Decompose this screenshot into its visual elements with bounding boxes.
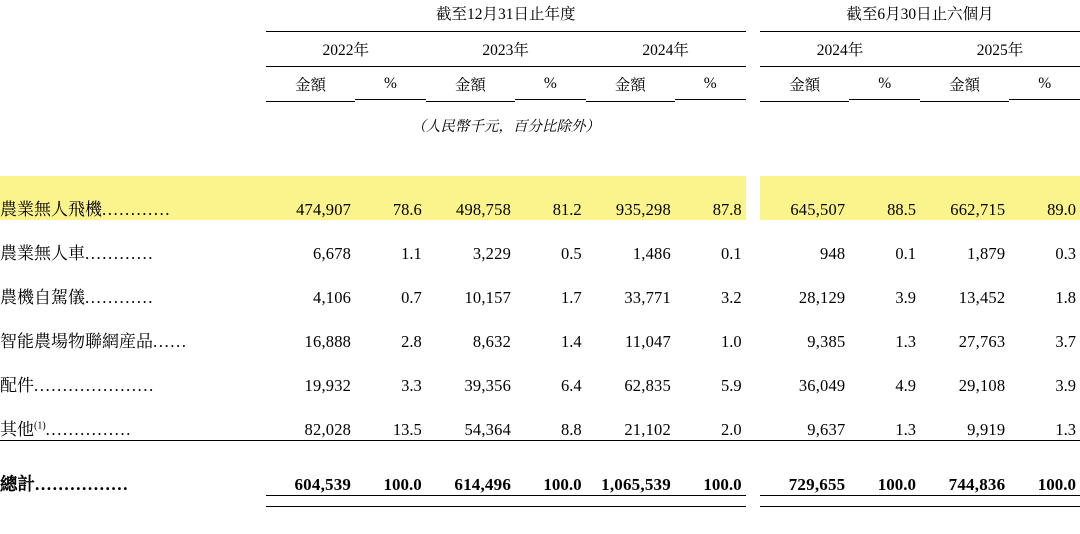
header-percent-2022: % (355, 70, 426, 104)
rule-right (760, 496, 1080, 507)
header-percent-2024: % (675, 70, 746, 104)
row-cell: 0.1 (895, 244, 916, 263)
row-gap (746, 220, 761, 264)
row-cell: 62,835 (624, 376, 671, 395)
header-gap-2 (746, 34, 761, 70)
header-amount-2024: 金額 (586, 70, 675, 104)
header-year-2022: 2022年 (266, 34, 426, 70)
rule-gap (746, 496, 761, 507)
row-cell: 4,106 (313, 288, 352, 307)
header-amount-2022: 金額 (266, 70, 355, 104)
header-spacer-2 (0, 34, 266, 70)
row-cell: 645,507 (760, 176, 849, 220)
row-cell: 0.3 (1055, 244, 1076, 263)
total-cell: 604,539 (266, 441, 355, 496)
table-total-row (0, 441, 1080, 496)
bottom-double-rule (0, 496, 1080, 507)
row-cell: 33,771 (624, 288, 671, 307)
header-gap-3 (746, 70, 761, 104)
row-label: 農業無人車............ (0, 244, 154, 264)
spacer-cell (0, 146, 1080, 176)
row-cell: 1.3 (1055, 420, 1076, 439)
header-group-row (0, 0, 1080, 34)
row-cell: 474,907 (266, 176, 355, 220)
row-label: 智能農場物聯網産品...... (0, 332, 188, 352)
row-cell: 3.9 (895, 288, 916, 307)
row-cell: 2.8 (401, 332, 422, 351)
header-percent-2025h: % (1009, 70, 1080, 104)
row-cell: 1.1 (401, 244, 422, 263)
total-cell: 100.0 (355, 441, 426, 496)
row-cell: 82,028 (304, 420, 352, 439)
row-cell: 13.5 (392, 420, 422, 439)
row-cell: 28,129 (798, 288, 846, 307)
row-cell: 87.8 (675, 176, 746, 220)
row-cell: 9,637 (807, 420, 846, 439)
total-cell: 100.0 (849, 441, 920, 496)
header-year-2023: 2023年 (426, 34, 586, 70)
row-cell: 0.5 (561, 244, 582, 263)
header-group-interim: 截至6月30日止六個月 (760, 0, 1080, 34)
row-cell: 11,047 (624, 332, 671, 351)
total-cell: 614,496 (426, 441, 515, 496)
row-cell: 89.0 (1009, 176, 1080, 220)
row-cell: 1.3 (895, 420, 916, 439)
row-gap (746, 396, 761, 441)
row-cell: 1.8 (1055, 288, 1076, 307)
row-label: 農機自駕儀............ (0, 288, 154, 308)
row-cell: 16,888 (304, 332, 352, 351)
row-cell: 9,919 (967, 420, 1006, 439)
table-row (0, 176, 1080, 220)
header-year-row (0, 34, 1080, 70)
row-label: 其他$^{(1)}$............... (0, 420, 132, 440)
row-cell: 78.6 (355, 176, 426, 220)
row-cell: 19,932 (304, 376, 352, 395)
row-cell: 1.3 (895, 332, 916, 351)
row-cell: 3.2 (720, 288, 742, 307)
row-cell: 29,108 (958, 376, 1006, 395)
row-cell: 5.9 (720, 376, 742, 395)
header-percent-2023: % (515, 70, 586, 104)
unit-spacer (0, 104, 266, 146)
row-cell: 8.8 (561, 420, 582, 439)
row-cell: 6.4 (561, 376, 582, 395)
header-amount-2025h: 金額 (920, 70, 1009, 104)
table-row (0, 308, 1080, 352)
header-year-2024-interim: 2024年 (760, 34, 920, 70)
total-cell: 729,655 (760, 441, 849, 496)
header-amount-2024h: 金額 (760, 70, 849, 104)
header-group-annual: 截至12月31日止年度 (266, 0, 746, 34)
table-row (0, 264, 1080, 308)
header-year-2024: 2024年 (586, 34, 746, 70)
row-cell: 1,879 (967, 244, 1006, 263)
row-cell: 13,452 (958, 288, 1006, 307)
header-gap (746, 0, 761, 34)
row-cell: 21,102 (624, 420, 671, 439)
row-cell: 10,157 (464, 288, 512, 307)
row-cell: 36,049 (798, 376, 846, 395)
row-cell: 54,364 (464, 420, 512, 439)
row-cell: 3,229 (472, 244, 512, 263)
header-percent-2024h: % (849, 70, 920, 104)
row-cell: 9,385 (807, 332, 846, 351)
row-cell: 935,298 (586, 176, 675, 220)
row-cell: 4.9 (895, 376, 916, 395)
spacer-row (0, 146, 1080, 176)
row-gap (746, 176, 761, 220)
row-cell: 1.7 (561, 288, 582, 307)
header-spacer-3 (0, 70, 266, 104)
total-cell: 100.0 (1009, 441, 1080, 496)
total-cell: 100.0 (515, 441, 586, 496)
row-cell: 1,486 (632, 244, 671, 263)
table-row (0, 396, 1080, 441)
total-label: 總計................ (0, 441, 266, 496)
row-cell: 27,763 (958, 332, 1006, 351)
row-cell: 88.5 (849, 176, 920, 220)
row-gap (746, 264, 761, 308)
unit-note-row (0, 104, 1080, 146)
header-amount-2023: 金額 (426, 70, 515, 104)
row-cell: 3.3 (401, 376, 422, 395)
row-cell: 948 (820, 244, 846, 263)
row-cell: 1.4 (561, 332, 582, 351)
row-cell: 3.9 (1055, 376, 1076, 395)
row-cell: 3.7 (1055, 332, 1076, 351)
table-row (0, 352, 1080, 396)
header-column-row (0, 70, 1080, 104)
table-row (0, 220, 1080, 264)
rule-left (266, 496, 746, 507)
header-year-2025-interim: 2025年 (920, 34, 1080, 70)
row-cell: 2.0 (720, 420, 742, 439)
total-cell: 100.0 (675, 441, 746, 496)
footnote-marker: (1) (34, 420, 46, 432)
unit-note: （人民幣千元，百分比除外） (411, 118, 600, 135)
total-cell: 1,065,539 (586, 441, 675, 496)
row-gap (746, 352, 761, 396)
row-cell: 6,678 (313, 244, 352, 263)
rule-spacer (0, 496, 266, 507)
row-cell: 0.7 (401, 288, 422, 307)
header-spacer (0, 0, 266, 34)
row-cell: 8,632 (472, 332, 512, 351)
row-cell: 662,715 (920, 176, 1009, 220)
row-gap (746, 308, 761, 352)
row-cell: 81.2 (515, 176, 586, 220)
row-label: 配件..................... (0, 376, 155, 396)
total-gap (746, 441, 761, 496)
row-cell: 39,356 (464, 376, 512, 395)
row-cell: 0.1 (720, 244, 742, 263)
unit-spacer-2 (746, 104, 1080, 146)
row-cell: 498,758 (426, 176, 515, 220)
row-cell: 1.0 (720, 332, 742, 351)
total-cell: 744,836 (920, 441, 1009, 496)
row-label: 農業無人飛機............ (0, 176, 266, 220)
